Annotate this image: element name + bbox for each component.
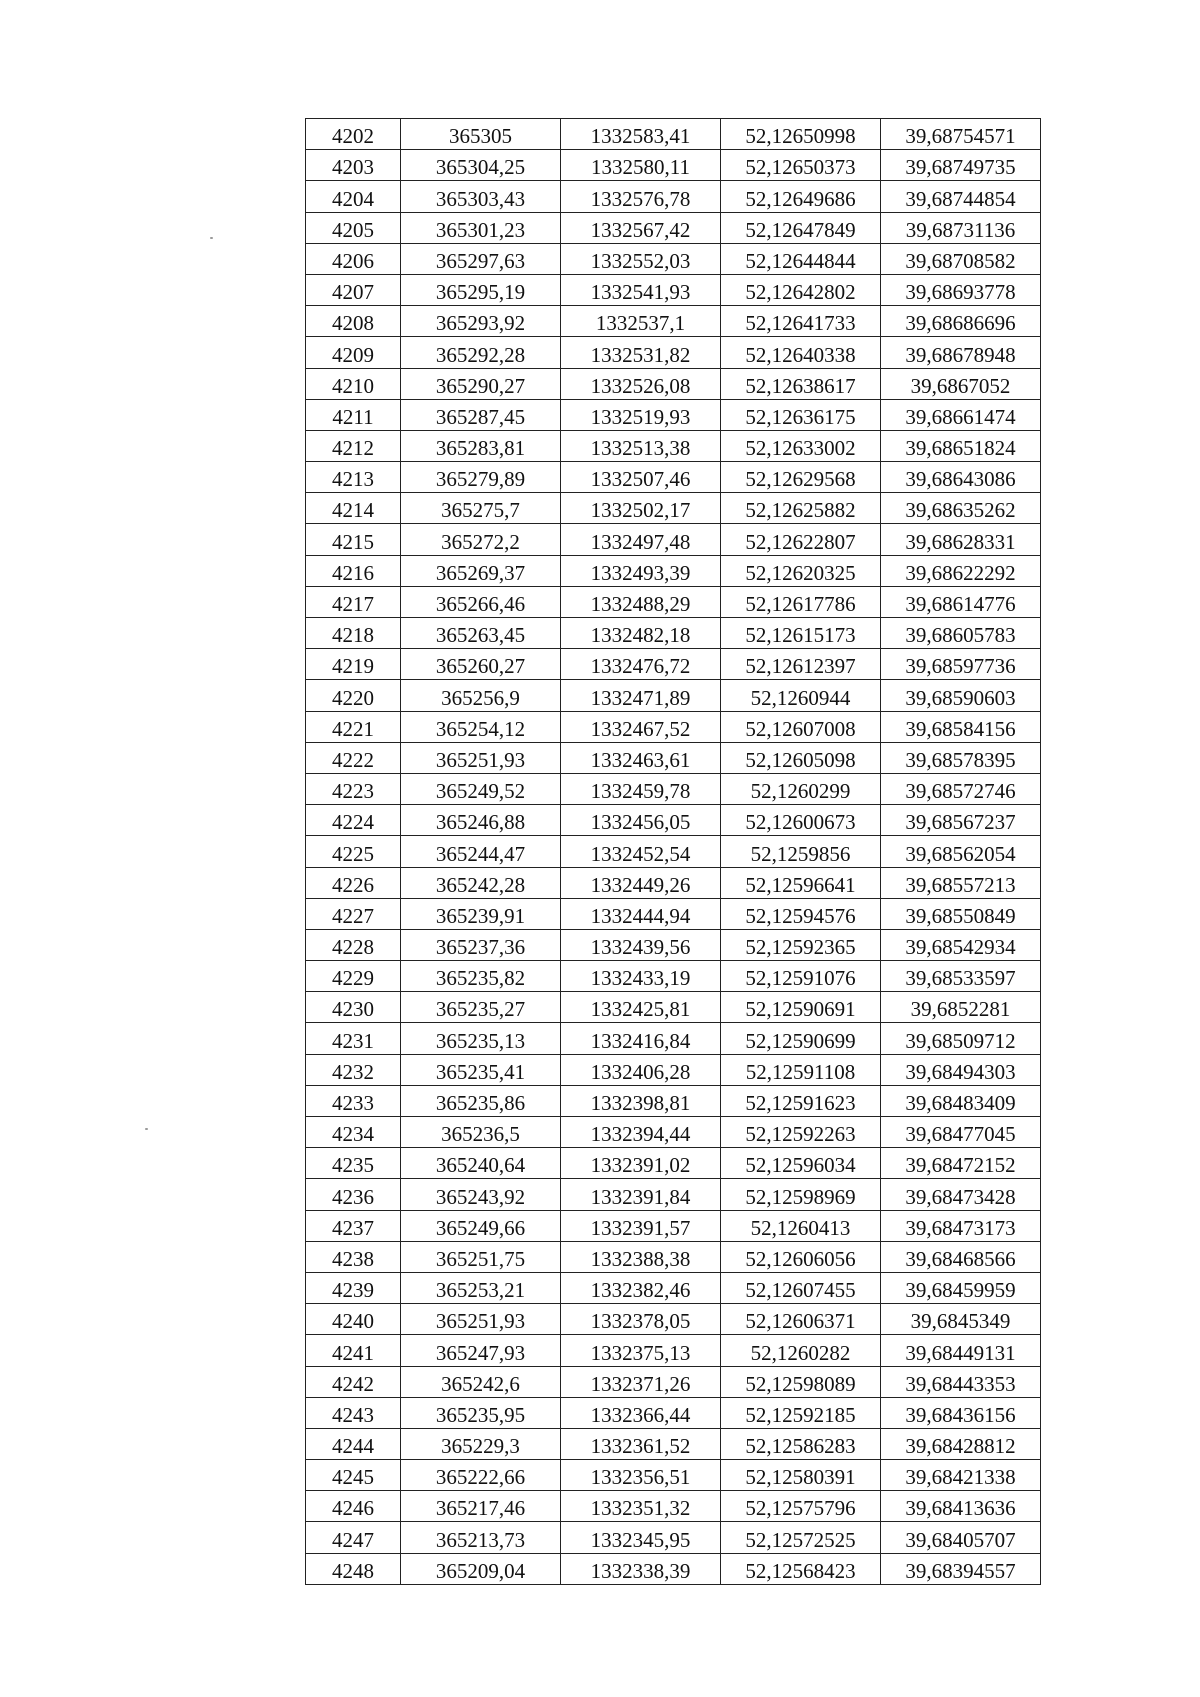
latitude-cell: 52,12580391 <box>721 1460 881 1491</box>
table-row <box>306 1148 1041 1179</box>
longitude-cell: 39,68483409 <box>881 1085 1041 1116</box>
x-coordinate-cell: 365251,93 <box>401 742 561 773</box>
table-row <box>306 805 1041 836</box>
longitude-cell: 39,68449131 <box>881 1335 1041 1366</box>
point-number-cell: 4210 <box>306 368 401 399</box>
point-number-cell: 4225 <box>306 836 401 867</box>
point-number-cell: 4206 <box>306 243 401 274</box>
table-row <box>306 1522 1041 1553</box>
latitude-cell: 52,12591623 <box>721 1085 881 1116</box>
point-number-cell: 4218 <box>306 618 401 649</box>
point-number-cell: 4239 <box>306 1272 401 1303</box>
latitude-cell: 52,1259856 <box>721 836 881 867</box>
table-row <box>306 1304 1041 1335</box>
table-row <box>306 493 1041 524</box>
x-coordinate-cell: 365295,19 <box>401 274 561 305</box>
x-coordinate-cell: 365254,12 <box>401 711 561 742</box>
longitude-cell: 39,68597736 <box>881 649 1041 680</box>
table-row <box>306 1085 1041 1116</box>
longitude-cell: 39,6852281 <box>881 992 1041 1023</box>
latitude-cell: 52,12598969 <box>721 1179 881 1210</box>
x-coordinate-cell: 365235,27 <box>401 992 561 1023</box>
table-row <box>306 524 1041 555</box>
table-row <box>306 150 1041 181</box>
y-coordinate-cell: 1332531,82 <box>561 337 721 368</box>
y-coordinate-cell: 1332356,51 <box>561 1460 721 1491</box>
point-number-cell: 4214 <box>306 493 401 524</box>
x-coordinate-cell: 365279,89 <box>401 462 561 493</box>
table-row <box>306 1366 1041 1397</box>
x-coordinate-cell: 365249,52 <box>401 773 561 804</box>
table-row <box>306 243 1041 274</box>
table-row <box>306 1553 1041 1584</box>
latitude-cell: 52,12591108 <box>721 1054 881 1085</box>
y-coordinate-cell: 1332416,84 <box>561 1023 721 1054</box>
latitude-cell: 52,1260413 <box>721 1210 881 1241</box>
longitude-cell: 39,68572746 <box>881 773 1041 804</box>
longitude-cell: 39,68744854 <box>881 181 1041 212</box>
latitude-cell: 52,12590691 <box>721 992 881 1023</box>
point-number-cell: 4203 <box>306 150 401 181</box>
table-row <box>306 119 1041 150</box>
x-coordinate-cell: 365290,27 <box>401 368 561 399</box>
latitude-cell: 52,12606371 <box>721 1304 881 1335</box>
point-number-cell: 4212 <box>306 430 401 461</box>
point-number-cell: 4226 <box>306 867 401 898</box>
latitude-cell: 52,12647849 <box>721 212 881 243</box>
longitude-cell: 39,68614776 <box>881 586 1041 617</box>
y-coordinate-cell: 1332526,08 <box>561 368 721 399</box>
point-number-cell: 4213 <box>306 462 401 493</box>
table-row <box>306 430 1041 461</box>
y-coordinate-cell: 1332371,26 <box>561 1366 721 1397</box>
longitude-cell: 39,68421338 <box>881 1460 1041 1491</box>
x-coordinate-cell: 365283,81 <box>401 430 561 461</box>
y-coordinate-cell: 1332378,05 <box>561 1304 721 1335</box>
latitude-cell: 52,12606056 <box>721 1241 881 1272</box>
point-number-cell: 4205 <box>306 212 401 243</box>
x-coordinate-cell: 365235,82 <box>401 961 561 992</box>
x-coordinate-cell: 365213,73 <box>401 1522 561 1553</box>
x-coordinate-cell: 365272,2 <box>401 524 561 555</box>
y-coordinate-cell: 1332497,48 <box>561 524 721 555</box>
table-row <box>306 1117 1041 1148</box>
point-number-cell: 4217 <box>306 586 401 617</box>
y-coordinate-cell: 1332394,44 <box>561 1117 721 1148</box>
x-coordinate-cell: 365246,88 <box>401 805 561 836</box>
coordinates-table <box>305 118 1041 1585</box>
x-coordinate-cell: 365235,13 <box>401 1023 561 1054</box>
longitude-cell: 39,68635262 <box>881 493 1041 524</box>
longitude-cell: 39,68443353 <box>881 1366 1041 1397</box>
latitude-cell: 52,12596034 <box>721 1148 881 1179</box>
y-coordinate-cell: 1332433,19 <box>561 961 721 992</box>
table-row <box>306 368 1041 399</box>
latitude-cell: 52,12644844 <box>721 243 881 274</box>
point-number-cell: 4215 <box>306 524 401 555</box>
y-coordinate-cell: 1332583,41 <box>561 119 721 150</box>
point-number-cell: 4246 <box>306 1491 401 1522</box>
longitude-cell: 39,68578395 <box>881 742 1041 773</box>
x-coordinate-cell: 365275,7 <box>401 493 561 524</box>
point-number-cell: 4208 <box>306 306 401 337</box>
point-number-cell: 4245 <box>306 1460 401 1491</box>
x-coordinate-cell: 365235,95 <box>401 1397 561 1428</box>
table-row <box>306 337 1041 368</box>
y-coordinate-cell: 1332375,13 <box>561 1335 721 1366</box>
longitude-cell: 39,68473428 <box>881 1179 1041 1210</box>
point-number-cell: 4219 <box>306 649 401 680</box>
x-coordinate-cell: 365305 <box>401 119 561 150</box>
table-row <box>306 1272 1041 1303</box>
point-number-cell: 4204 <box>306 181 401 212</box>
x-coordinate-cell: 365236,5 <box>401 1117 561 1148</box>
latitude-cell: 52,12572525 <box>721 1522 881 1553</box>
x-coordinate-cell: 365287,45 <box>401 399 561 430</box>
longitude-cell: 39,68643086 <box>881 462 1041 493</box>
y-coordinate-cell: 1332444,94 <box>561 898 721 929</box>
longitude-cell: 39,68661474 <box>881 399 1041 430</box>
latitude-cell: 52,12592185 <box>721 1397 881 1428</box>
x-coordinate-cell: 365251,75 <box>401 1241 561 1272</box>
y-coordinate-cell: 1332406,28 <box>561 1054 721 1085</box>
point-number-cell: 4243 <box>306 1397 401 1428</box>
table-row <box>306 867 1041 898</box>
x-coordinate-cell: 365297,63 <box>401 243 561 274</box>
y-coordinate-cell: 1332452,54 <box>561 836 721 867</box>
latitude-cell: 52,12629568 <box>721 462 881 493</box>
longitude-cell: 39,68473173 <box>881 1210 1041 1241</box>
y-coordinate-cell: 1332493,39 <box>561 555 721 586</box>
table-row <box>306 680 1041 711</box>
y-coordinate-cell: 1332391,02 <box>561 1148 721 1179</box>
y-coordinate-cell: 1332552,03 <box>561 243 721 274</box>
table-row <box>306 586 1041 617</box>
point-number-cell: 4216 <box>306 555 401 586</box>
x-coordinate-cell: 365301,23 <box>401 212 561 243</box>
longitude-cell: 39,68436156 <box>881 1397 1041 1428</box>
x-coordinate-cell: 365222,66 <box>401 1460 561 1491</box>
table-row <box>306 929 1041 960</box>
y-coordinate-cell: 1332467,52 <box>561 711 721 742</box>
coordinates-table-body <box>306 119 1041 1585</box>
table-row <box>306 898 1041 929</box>
point-number-cell: 4220 <box>306 680 401 711</box>
longitude-cell: 39,68472152 <box>881 1148 1041 1179</box>
table-row <box>306 555 1041 586</box>
point-number-cell: 4224 <box>306 805 401 836</box>
longitude-cell: 39,68622292 <box>881 555 1041 586</box>
y-coordinate-cell: 1332391,57 <box>561 1210 721 1241</box>
x-coordinate-cell: 365251,93 <box>401 1304 561 1335</box>
y-coordinate-cell: 1332463,61 <box>561 742 721 773</box>
point-number-cell: 4227 <box>306 898 401 929</box>
longitude-cell: 39,68533597 <box>881 961 1041 992</box>
x-coordinate-cell: 365235,86 <box>401 1085 561 1116</box>
point-number-cell: 4229 <box>306 961 401 992</box>
latitude-cell: 52,12649686 <box>721 181 881 212</box>
latitude-cell: 52,12622807 <box>721 524 881 555</box>
y-coordinate-cell: 1332471,89 <box>561 680 721 711</box>
table-row <box>306 1397 1041 1428</box>
table-row <box>306 1335 1041 1366</box>
longitude-cell: 39,68550849 <box>881 898 1041 929</box>
point-number-cell: 4232 <box>306 1054 401 1085</box>
y-coordinate-cell: 1332507,46 <box>561 462 721 493</box>
latitude-cell: 52,12568423 <box>721 1553 881 1584</box>
x-coordinate-cell: 365293,92 <box>401 306 561 337</box>
x-coordinate-cell: 365263,45 <box>401 618 561 649</box>
x-coordinate-cell: 365237,36 <box>401 929 561 960</box>
latitude-cell: 52,12591076 <box>721 961 881 992</box>
point-number-cell: 4209 <box>306 337 401 368</box>
x-coordinate-cell: 365242,6 <box>401 1366 561 1397</box>
longitude-cell: 39,68394557 <box>881 1553 1041 1584</box>
longitude-cell: 39,6845349 <box>881 1304 1041 1335</box>
point-number-cell: 4242 <box>306 1366 401 1397</box>
longitude-cell: 39,68509712 <box>881 1023 1041 1054</box>
point-number-cell: 4248 <box>306 1553 401 1584</box>
longitude-cell: 39,68754571 <box>881 119 1041 150</box>
latitude-cell: 52,12605098 <box>721 742 881 773</box>
table-row <box>306 399 1041 430</box>
longitude-cell: 39,68708582 <box>881 243 1041 274</box>
x-coordinate-cell: 365242,28 <box>401 867 561 898</box>
table-row <box>306 618 1041 649</box>
longitude-cell: 39,68749735 <box>881 150 1041 181</box>
x-coordinate-cell: 365247,93 <box>401 1335 561 1366</box>
table-row <box>306 181 1041 212</box>
table-row <box>306 649 1041 680</box>
point-number-cell: 4235 <box>306 1148 401 1179</box>
table-row <box>306 711 1041 742</box>
longitude-cell: 39,68494303 <box>881 1054 1041 1085</box>
y-coordinate-cell: 1332425,81 <box>561 992 721 1023</box>
x-coordinate-cell: 365240,64 <box>401 1148 561 1179</box>
x-coordinate-cell: 365292,28 <box>401 337 561 368</box>
y-coordinate-cell: 1332382,46 <box>561 1272 721 1303</box>
latitude-cell: 52,12636175 <box>721 399 881 430</box>
latitude-cell: 52,12592263 <box>721 1117 881 1148</box>
latitude-cell: 52,12600673 <box>721 805 881 836</box>
table-row <box>306 1241 1041 1272</box>
table-row <box>306 1210 1041 1241</box>
y-coordinate-cell: 1332391,84 <box>561 1179 721 1210</box>
longitude-cell: 39,68542934 <box>881 929 1041 960</box>
latitude-cell: 52,1260299 <box>721 773 881 804</box>
latitude-cell: 52,12612397 <box>721 649 881 680</box>
y-coordinate-cell: 1332388,38 <box>561 1241 721 1272</box>
x-coordinate-cell: 365229,3 <box>401 1428 561 1459</box>
y-coordinate-cell: 1332482,18 <box>561 618 721 649</box>
y-coordinate-cell: 1332513,38 <box>561 430 721 461</box>
longitude-cell: 39,68459959 <box>881 1272 1041 1303</box>
latitude-cell: 52,12592365 <box>721 929 881 960</box>
latitude-cell: 52,12638617 <box>721 368 881 399</box>
point-number-cell: 4234 <box>306 1117 401 1148</box>
table-row <box>306 274 1041 305</box>
longitude-cell: 39,68567237 <box>881 805 1041 836</box>
point-number-cell: 4230 <box>306 992 401 1023</box>
x-coordinate-cell: 365243,92 <box>401 1179 561 1210</box>
latitude-cell: 52,12607455 <box>721 1272 881 1303</box>
longitude-cell: 39,68686696 <box>881 306 1041 337</box>
longitude-cell: 39,68428812 <box>881 1428 1041 1459</box>
latitude-cell: 52,12625882 <box>721 493 881 524</box>
point-number-cell: 4228 <box>306 929 401 960</box>
longitude-cell: 39,68562054 <box>881 836 1041 867</box>
x-coordinate-cell: 365303,43 <box>401 181 561 212</box>
longitude-cell: 39,68557213 <box>881 867 1041 898</box>
y-coordinate-cell: 1332338,39 <box>561 1553 721 1584</box>
point-number-cell: 4237 <box>306 1210 401 1241</box>
x-coordinate-cell: 365249,66 <box>401 1210 561 1241</box>
y-coordinate-cell: 1332449,26 <box>561 867 721 898</box>
longitude-cell: 39,68628331 <box>881 524 1041 555</box>
latitude-cell: 52,12620325 <box>721 555 881 586</box>
latitude-cell: 52,1260282 <box>721 1335 881 1366</box>
table-row <box>306 462 1041 493</box>
latitude-cell: 52,12633002 <box>721 430 881 461</box>
longitude-cell: 39,68477045 <box>881 1117 1041 1148</box>
y-coordinate-cell: 1332361,52 <box>561 1428 721 1459</box>
table-row <box>306 773 1041 804</box>
table-row <box>306 1179 1041 1210</box>
table-row <box>306 306 1041 337</box>
point-number-cell: 4202 <box>306 119 401 150</box>
x-coordinate-cell: 365269,37 <box>401 555 561 586</box>
y-coordinate-cell: 1332488,29 <box>561 586 721 617</box>
y-coordinate-cell: 1332476,72 <box>561 649 721 680</box>
latitude-cell: 52,12607008 <box>721 711 881 742</box>
longitude-cell: 39,68678948 <box>881 337 1041 368</box>
y-coordinate-cell: 1332351,32 <box>561 1491 721 1522</box>
longitude-cell: 39,68468566 <box>881 1241 1041 1272</box>
y-coordinate-cell: 1332366,44 <box>561 1397 721 1428</box>
table-row <box>306 1491 1041 1522</box>
longitude-cell: 39,68413636 <box>881 1491 1041 1522</box>
x-coordinate-cell: 365239,91 <box>401 898 561 929</box>
y-coordinate-cell: 1332537,1 <box>561 306 721 337</box>
y-coordinate-cell: 1332345,95 <box>561 1522 721 1553</box>
latitude-cell: 52,12615173 <box>721 618 881 649</box>
longitude-cell: 39,68651824 <box>881 430 1041 461</box>
table-row <box>306 836 1041 867</box>
point-number-cell: 4233 <box>306 1085 401 1116</box>
scan-speck <box>145 1128 148 1130</box>
x-coordinate-cell: 365256,9 <box>401 680 561 711</box>
y-coordinate-cell: 1332576,78 <box>561 181 721 212</box>
x-coordinate-cell: 365209,04 <box>401 1553 561 1584</box>
longitude-cell: 39,68693778 <box>881 274 1041 305</box>
longitude-cell: 39,68731136 <box>881 212 1041 243</box>
point-number-cell: 4222 <box>306 742 401 773</box>
x-coordinate-cell: 365253,21 <box>401 1272 561 1303</box>
latitude-cell: 52,12640338 <box>721 337 881 368</box>
point-number-cell: 4247 <box>306 1522 401 1553</box>
point-number-cell: 4207 <box>306 274 401 305</box>
point-number-cell: 4241 <box>306 1335 401 1366</box>
table-row <box>306 1023 1041 1054</box>
latitude-cell: 52,12596641 <box>721 867 881 898</box>
table-row <box>306 742 1041 773</box>
y-coordinate-cell: 1332519,93 <box>561 399 721 430</box>
point-number-cell: 4236 <box>306 1179 401 1210</box>
longitude-cell: 39,68584156 <box>881 711 1041 742</box>
table-row <box>306 212 1041 243</box>
y-coordinate-cell: 1332567,42 <box>561 212 721 243</box>
point-number-cell: 4211 <box>306 399 401 430</box>
y-coordinate-cell: 1332580,11 <box>561 150 721 181</box>
x-coordinate-cell: 365304,25 <box>401 150 561 181</box>
x-coordinate-cell: 365244,47 <box>401 836 561 867</box>
y-coordinate-cell: 1332502,17 <box>561 493 721 524</box>
latitude-cell: 52,12598089 <box>721 1366 881 1397</box>
latitude-cell: 52,12642802 <box>721 274 881 305</box>
scan-speck <box>210 237 213 239</box>
y-coordinate-cell: 1332459,78 <box>561 773 721 804</box>
point-number-cell: 4221 <box>306 711 401 742</box>
latitude-cell: 52,12650373 <box>721 150 881 181</box>
table-row <box>306 1054 1041 1085</box>
latitude-cell: 52,12575796 <box>721 1491 881 1522</box>
x-coordinate-cell: 365266,46 <box>401 586 561 617</box>
x-coordinate-cell: 365235,41 <box>401 1054 561 1085</box>
latitude-cell: 52,12641733 <box>721 306 881 337</box>
x-coordinate-cell: 365217,46 <box>401 1491 561 1522</box>
point-number-cell: 4238 <box>306 1241 401 1272</box>
point-number-cell: 4231 <box>306 1023 401 1054</box>
table-row <box>306 1428 1041 1459</box>
latitude-cell: 52,12617786 <box>721 586 881 617</box>
y-coordinate-cell: 1332398,81 <box>561 1085 721 1116</box>
point-number-cell: 4240 <box>306 1304 401 1335</box>
table-row <box>306 992 1041 1023</box>
table-row <box>306 961 1041 992</box>
x-coordinate-cell: 365260,27 <box>401 649 561 680</box>
point-number-cell: 4223 <box>306 773 401 804</box>
y-coordinate-cell: 1332541,93 <box>561 274 721 305</box>
latitude-cell: 52,12594576 <box>721 898 881 929</box>
latitude-cell: 52,12586283 <box>721 1428 881 1459</box>
longitude-cell: 39,68590603 <box>881 680 1041 711</box>
table-row <box>306 1460 1041 1491</box>
latitude-cell: 52,12650998 <box>721 119 881 150</box>
point-number-cell: 4244 <box>306 1428 401 1459</box>
longitude-cell: 39,6867052 <box>881 368 1041 399</box>
longitude-cell: 39,68405707 <box>881 1522 1041 1553</box>
latitude-cell: 52,12590699 <box>721 1023 881 1054</box>
y-coordinate-cell: 1332456,05 <box>561 805 721 836</box>
longitude-cell: 39,68605783 <box>881 618 1041 649</box>
latitude-cell: 52,1260944 <box>721 680 881 711</box>
y-coordinate-cell: 1332439,56 <box>561 929 721 960</box>
